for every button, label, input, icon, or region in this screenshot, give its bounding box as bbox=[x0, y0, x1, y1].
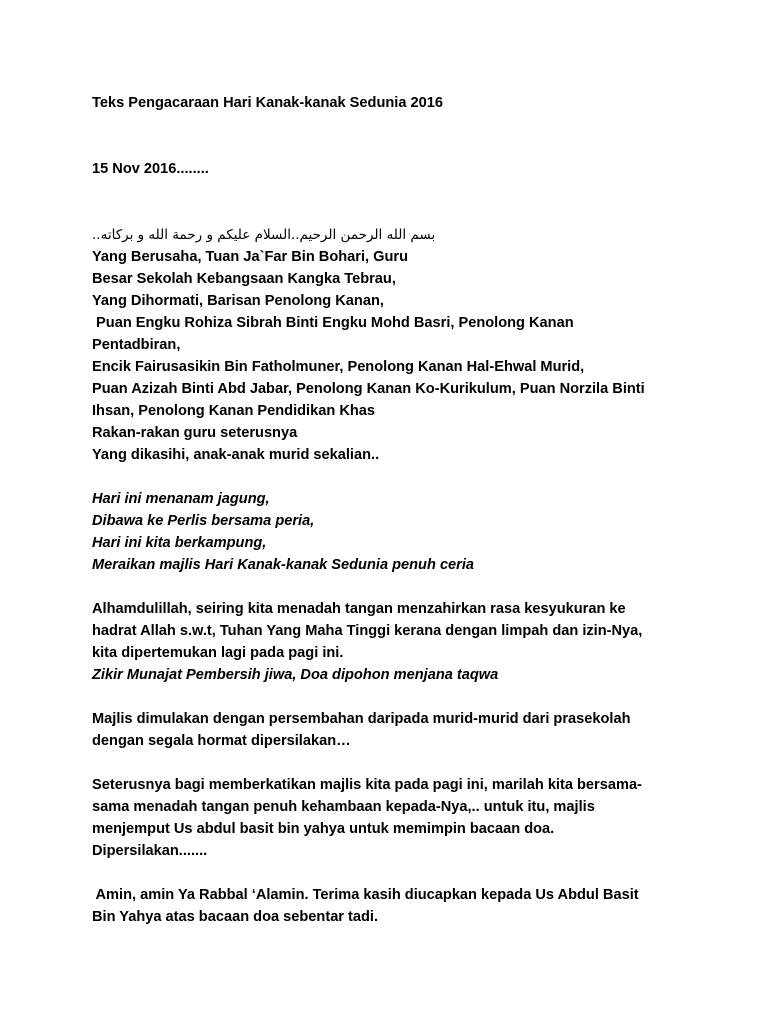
pantun-line: Dibawa ke Perlis bersama peria, bbox=[92, 513, 315, 529]
arabic-greeting: بسم الله الرحمن الرحيم..السلام عليكم و رحمة الله و بركاته.. bbox=[92, 227, 436, 243]
paragraph-line: Alhamdulillah, seiring kita menadah tangan menzahirkan rasa kesyukuran ke bbox=[92, 601, 626, 617]
pantun-line: Meraikan majlis Hari Kanak-kanak Sedunia penuh ceria bbox=[92, 557, 475, 573]
pantun-line: Hari ini kita berkampung, bbox=[92, 535, 267, 551]
zikir-line: Zikir Munajat Pembersih jiwa, Doa dipohon menjana taqwa bbox=[92, 667, 499, 683]
paragraph-line: hadrat Allah s.w.t, Tuhan Yang Maha Tinggi kerana dengan limpah dan izin-Nya, bbox=[92, 623, 643, 639]
pantun-block bbox=[92, 488, 692, 576]
salutation-block bbox=[92, 246, 692, 466]
paragraph-line: Dipersilakan....... bbox=[92, 843, 208, 859]
paragraph-line: sama menadah tangan penuh kehambaan kepada-Nya,.. untuk itu, majlis bbox=[92, 799, 595, 815]
salutation-line: Pentadbiran, bbox=[92, 337, 181, 353]
paragraph-line: menjemput Us abdul basit bin yahya untuk memimpin bacaan doa. bbox=[92, 821, 555, 837]
salutation-line: Yang Berusaha, Tuan Ja`Far Bin Bohari, Guru bbox=[92, 249, 408, 265]
salutation-line: Rakan-rakan guru seterusnya bbox=[92, 425, 298, 441]
salutation-line: Besar Sekolah Kebangsaan Kangka Tebrau, bbox=[92, 271, 396, 287]
paragraph-line: Amin, amin Ya Rabbal ‘Alamin. Terima kasih diucapkan kepada Us Abdul Basit bbox=[92, 887, 639, 903]
salutation-line: Encik Fairusasikin Bin Fatholmuner, Penolong Kanan Hal-Ehwal Murid, bbox=[92, 359, 585, 375]
document-title: Teks Pengacaraan Hari Kanak-kanak Sedunia 2016 bbox=[92, 95, 443, 111]
salutation-line: Yang dikasihi, anak-anak murid sekalian.. bbox=[92, 447, 380, 463]
seterusnya-paragraph bbox=[92, 774, 692, 862]
paragraph-line: kita dipertemukan lagi pada pagi ini. bbox=[92, 645, 344, 661]
paragraph-line: Majlis dimulakan dengan persembahan daripada murid-murid dari prasekolah bbox=[92, 711, 631, 727]
paragraph-line: Bin Yahya atas bacaan doa sebentar tadi. bbox=[92, 909, 379, 925]
salutation-line: Puan Azizah Binti Abd Jabar, Penolong Kanan Ko-Kurikulum, Puan Norzila Binti bbox=[92, 381, 645, 397]
salutation-line: Yang Dihormati, Barisan Penolong Kanan, bbox=[92, 293, 384, 309]
majlis-paragraph bbox=[92, 708, 692, 752]
salutation-line: Puan Engku Rohiza Sibrah Binti Engku Mohd Basri, Penolong Kanan bbox=[92, 315, 574, 331]
paragraph-line: dengan segala hormat dipersilakan… bbox=[92, 733, 351, 749]
document-date: 15 Nov 2016........ bbox=[92, 161, 209, 177]
salutation-line: Ihsan, Penolong Kanan Pendidikan Khas bbox=[92, 403, 376, 419]
paragraph-line: Seterusnya bagi memberkatikan majlis kita pada pagi ini, marilah kita bersama- bbox=[92, 777, 642, 793]
amin-paragraph bbox=[92, 884, 692, 928]
alhamdulillah-paragraph bbox=[92, 598, 692, 686]
document-body bbox=[92, 92, 692, 928]
pantun-line: Hari ini menanam jagung, bbox=[92, 491, 270, 507]
